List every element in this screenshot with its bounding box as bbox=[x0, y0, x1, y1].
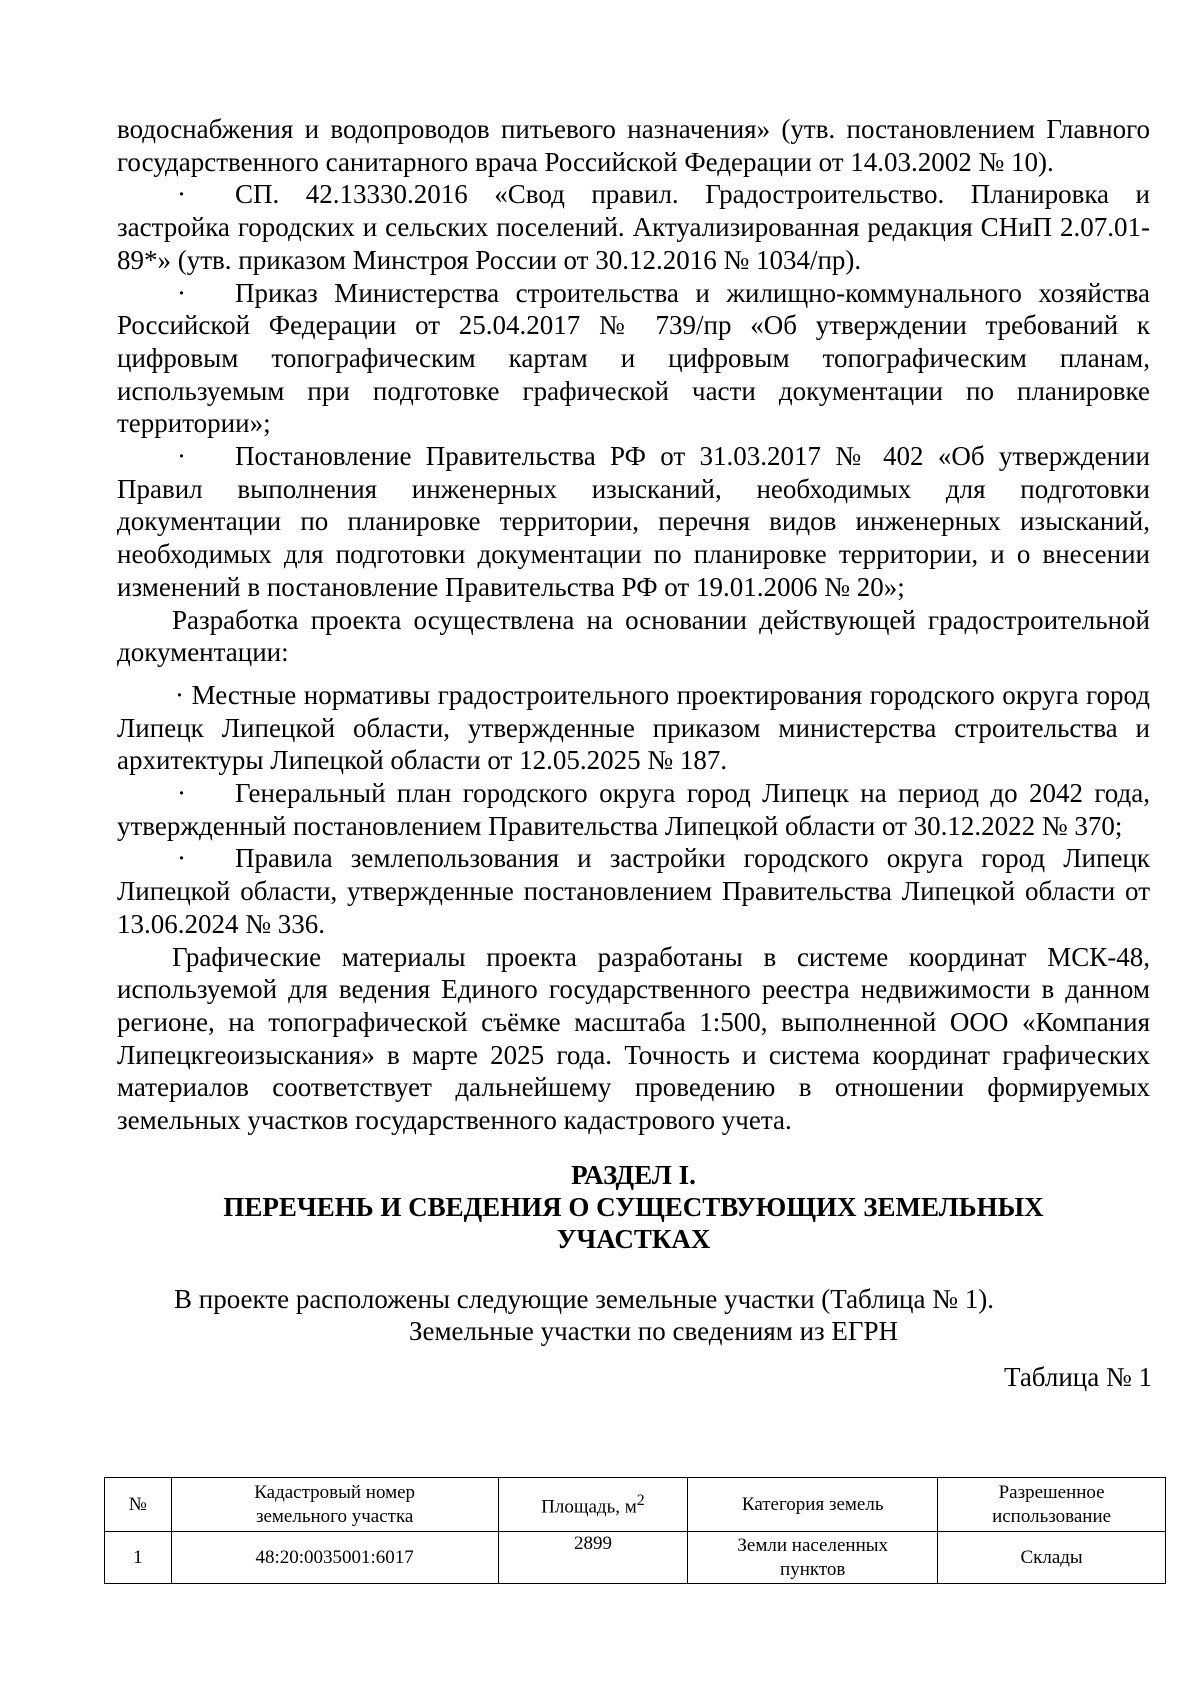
table-row bbox=[105, 1532, 1166, 1584]
paragraph-text: СП. 42.13330.2016 «Свод правил. Градостроительство. Планировка и застройка городских и сельских поселений. Актуализированная редакция СНиП 2.07.01-89*» (утв. приказом Минстроя России от 30.12.2016 № 1034/пр). bbox=[117, 179, 1150, 275]
cell-number: 1 bbox=[105, 1532, 172, 1584]
bullet-marker: · bbox=[177, 843, 186, 874]
table-caption: Земельные участки по сведениям из ЕГРН bbox=[408, 1315, 899, 1346]
header-cadastral-line2: земельного участка bbox=[255, 1505, 414, 1527]
paragraph-decree-402 bbox=[117, 440, 1150, 604]
bullet-marker: · bbox=[175, 679, 184, 710]
paragraph-sanpin-continuation: водоснабжения и водопроводов питьевого назначения» (утв. постановлением Главного государственного санитарного врача Российской Федерации от 14.03.2002 № 10). bbox=[117, 114, 1150, 177]
paragraph-text: Генеральный план городского округа город Липецк на период до 2042 года, утвержденный постановлением Правительства Липецкой области от 30.12.2022 № 370; bbox=[117, 778, 1150, 841]
cell-cadastral-number: 48:20:0035001:6017 bbox=[171, 1532, 498, 1584]
cell-category-line2: пунктов bbox=[780, 1558, 846, 1580]
paragraph-sp-42 bbox=[117, 178, 1150, 276]
paragraph-text: Правила землепользования и застройки городского округа город Липецк Липецкой области, утвержденные постановлением Правительства Липецкой области от 13.06.2024 № 336. bbox=[117, 843, 1150, 939]
header-area bbox=[498, 1478, 688, 1532]
land-parcels-table bbox=[104, 1477, 1166, 1584]
table-intro: В проекте расположены следующие земельные участки (Таблица № 1). bbox=[174, 1283, 994, 1314]
header-permitted-use bbox=[938, 1478, 1166, 1532]
table-header-row bbox=[105, 1478, 1166, 1532]
header-cadastral-line1: Кадастровый номер bbox=[254, 1481, 416, 1503]
table-label: Таблица № 1 bbox=[1004, 1361, 1152, 1392]
header-use-line2: использование bbox=[992, 1505, 1112, 1527]
paragraph-order-739 bbox=[117, 277, 1150, 441]
bullet-marker: · bbox=[177, 179, 186, 210]
section-title-line1: ПЕРЕЧЕНЬ И СВЕДЕНИЯ О СУЩЕСТВУЮЩИХ ЗЕМЕЛЬНЫХ bbox=[223, 1191, 1044, 1222]
document-page bbox=[117, 113, 1150, 1393]
bullet-marker: · bbox=[177, 277, 186, 308]
paragraph-text: Местные нормативы градостроительного проектирования городского округа город Липецк Липецкой области, утвержденные приказом министерства строительства и архитектуры Липецкой области от 12.05.2025 № 187. bbox=[117, 679, 1151, 776]
header-land-category: Категория земель bbox=[688, 1478, 938, 1532]
bullet-marker: · bbox=[177, 441, 186, 472]
paragraph-local-standards bbox=[117, 679, 1150, 777]
header-use-line1: Разрешенное bbox=[998, 1481, 1105, 1503]
cell-area: 2899 bbox=[498, 1532, 688, 1584]
paragraph-text: Приказ Министерства строительства и жилищно-коммунального хозяйства Российской Федерации от 25.04.2017 № 739/пр «Об утверждении требований к цифровым топографическим картам и цифровым топографическим планам, используемым при подготовке графической части документации по планировке территории»; bbox=[117, 277, 1150, 439]
header-cadastral-number bbox=[171, 1478, 498, 1532]
header-area-unit-exponent: 2 bbox=[636, 1492, 645, 1510]
header-area-label: Площадь, м bbox=[541, 1496, 637, 1518]
paragraph-development-basis: Разработка проекта осуществлена на основании действующей градостроительной документации: bbox=[117, 604, 1150, 668]
paragraph-general-plan bbox=[117, 777, 1150, 842]
section-title-line2: УЧАСТКАХ bbox=[556, 1223, 711, 1254]
paragraph-graphic-materials: Графические материалы проекта разработаны в системе координат МСК-48, используемой для ведения Единого государственного реестра недвижимости в данном регионе, на топографической съёмке масштаба 1:500, выполненной ООО «Компания Липецкгеоизыскания» в марте 2025 года. Точность и система координат графических материалов соответствует дальнейшему проведению в отношении формируемых земельных участков государственного кадастрового учета. bbox=[117, 941, 1150, 1136]
section-heading bbox=[117, 1159, 1150, 1255]
cell-land-category bbox=[688, 1532, 938, 1584]
bullet-marker: · bbox=[177, 778, 186, 809]
cell-category-line1: Земли населенных bbox=[737, 1534, 888, 1556]
cell-permitted-use: Склады bbox=[938, 1532, 1166, 1584]
paragraph-land-use-rules bbox=[117, 842, 1150, 940]
header-number: № bbox=[105, 1478, 172, 1532]
section-number: РАЗДЕЛ I. bbox=[571, 1159, 696, 1190]
paragraph-text: Постановление Правительства РФ от 31.03.2017 № 402 «Об утверждении Правил выполнения инженерных изысканий, необходимых для подготовки документации по планировке территории, перечня видов инженерных изысканий, необходимых для подготовки документации по планировке территории, и о внесении изменений в постановление Правительства РФ от 19.01.2006 № 20»; bbox=[117, 441, 1150, 602]
